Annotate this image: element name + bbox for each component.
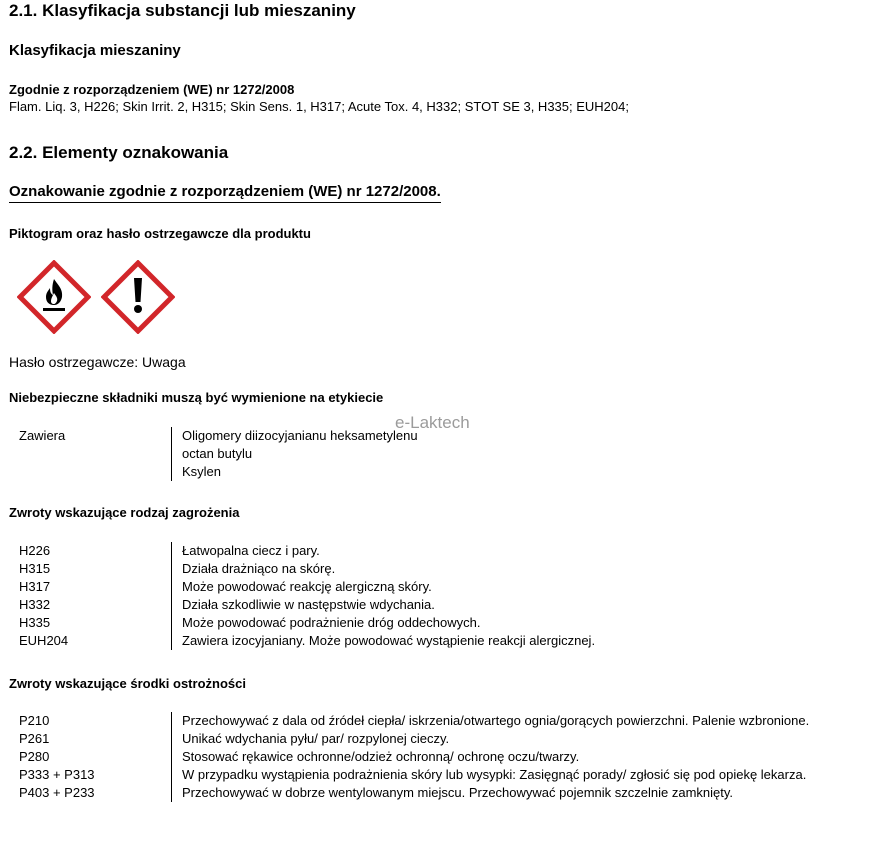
- statement-text: W przypadku wystąpienia podrażnienia skóry lub wysypki: Zasięgnąć porady/ zgłosić się pod opiekę lekarza.: [171, 766, 869, 784]
- statement-text: Działa drażniąco na skórę.: [171, 560, 869, 578]
- table-row: [19, 542, 869, 560]
- statement-code: EUH204: [19, 633, 69, 648]
- pictogram-heading: Piktogram oraz hasło ostrzegawcze dla produktu: [9, 226, 311, 241]
- hazard-statements-heading: Zwroty wskazujące rodzaj zagrożenia: [9, 505, 240, 520]
- statement-text: Łatwopalna ciecz i pary.: [171, 542, 869, 560]
- list-item: Ksylen: [182, 464, 222, 479]
- table-row: [19, 578, 869, 596]
- statement-code: P210: [19, 713, 50, 728]
- statement-code: P403 + P233: [19, 785, 95, 800]
- list-item: octan butylu: [182, 446, 253, 461]
- flame-pictogram-icon: [17, 260, 91, 334]
- table-row: [19, 596, 869, 614]
- contains-key: Zawiera: [19, 428, 66, 443]
- table-row: [19, 614, 869, 632]
- statement-text: Działa szkodliwie w następstwie wdychania.: [171, 596, 869, 614]
- table-row: [19, 748, 869, 766]
- statement-code: H315: [19, 561, 51, 576]
- table-row: [19, 632, 869, 650]
- regulation-label: Zgodnie z rozporządzeniem (WE) nr 1272/2008: [9, 82, 295, 97]
- signal-word: Hasło ostrzegawcze: Uwaga: [9, 354, 186, 370]
- statement-code: H335: [19, 615, 51, 630]
- classification-text: Flam. Liq. 3, H226; Skin Irrit. 2, H315; Skin Sens. 1, H317; Acute Tox. 4, H332; STOT SE 3, H335; EUH204;: [9, 99, 629, 114]
- statement-text: Zawiera izocyjaniany. Może powodować wystąpienie reakcji alergicznej.: [171, 632, 869, 650]
- statement-text: Przechowywać z dala od źródeł ciepła/ iskrzenia/otwartego ognia/gorących powierzchni. Palenie wzbronione.: [171, 712, 869, 730]
- list-item: Oligomery diizocyjanianu heksametylenu: [182, 428, 418, 443]
- statement-code: P280: [19, 749, 50, 764]
- table-row: [19, 766, 869, 784]
- hazardous-components-heading: Niebezpieczne składniki muszą być wymienione na etykiecie: [9, 390, 384, 405]
- watermark: e-Laktech: [395, 413, 470, 432]
- table-row: [19, 730, 869, 748]
- contains-values: [171, 427, 869, 481]
- exclamation-mark-pictogram-icon: [101, 260, 175, 334]
- statement-code: H317: [19, 579, 51, 594]
- statement-code: P333 + P313: [19, 767, 95, 782]
- statement-code: H226: [19, 543, 51, 558]
- precautionary-statements-heading: Zwroty wskazujące środki ostrożności: [9, 676, 246, 691]
- statement-code: H332: [19, 597, 51, 612]
- table-row: [19, 560, 869, 578]
- section-2-2-title: 2.2. Elementy oznakowania: [9, 143, 229, 162]
- statement-text: Przechowywać w dobrze wentylowanym miejscu. Przechowywać pojemnik szczelnie zamknięty.: [171, 784, 869, 802]
- statement-text: Unikać wdychania pyłu/ par/ rozpylonej cieczy.: [171, 730, 869, 748]
- table-row: [19, 427, 869, 481]
- labelling-regulation-heading: Oznakowanie zgodnie z rozporządzeniem (WE) nr 1272/2008.: [9, 183, 441, 203]
- contains-table: [19, 427, 869, 481]
- statement-code: P261: [19, 731, 50, 746]
- section-2-1-title: 2.1. Klasyfikacja substancji lub mieszaniny: [9, 1, 356, 20]
- table-row: [19, 712, 869, 730]
- mixture-classification-subtitle: Klasyfikacja mieszaniny: [9, 42, 181, 59]
- statement-text: Może powodować reakcję alergiczną skóry.: [171, 578, 869, 596]
- hazard-statements-table: [19, 542, 869, 650]
- table-row: [19, 784, 869, 802]
- statement-text: Stosować rękawice ochronne/odzież ochronną/ ochronę oczu/twarzy.: [171, 748, 869, 766]
- precautionary-statements-table: [19, 712, 869, 802]
- statement-text: Może powodować podrażnienie dróg oddechowych.: [171, 614, 869, 632]
